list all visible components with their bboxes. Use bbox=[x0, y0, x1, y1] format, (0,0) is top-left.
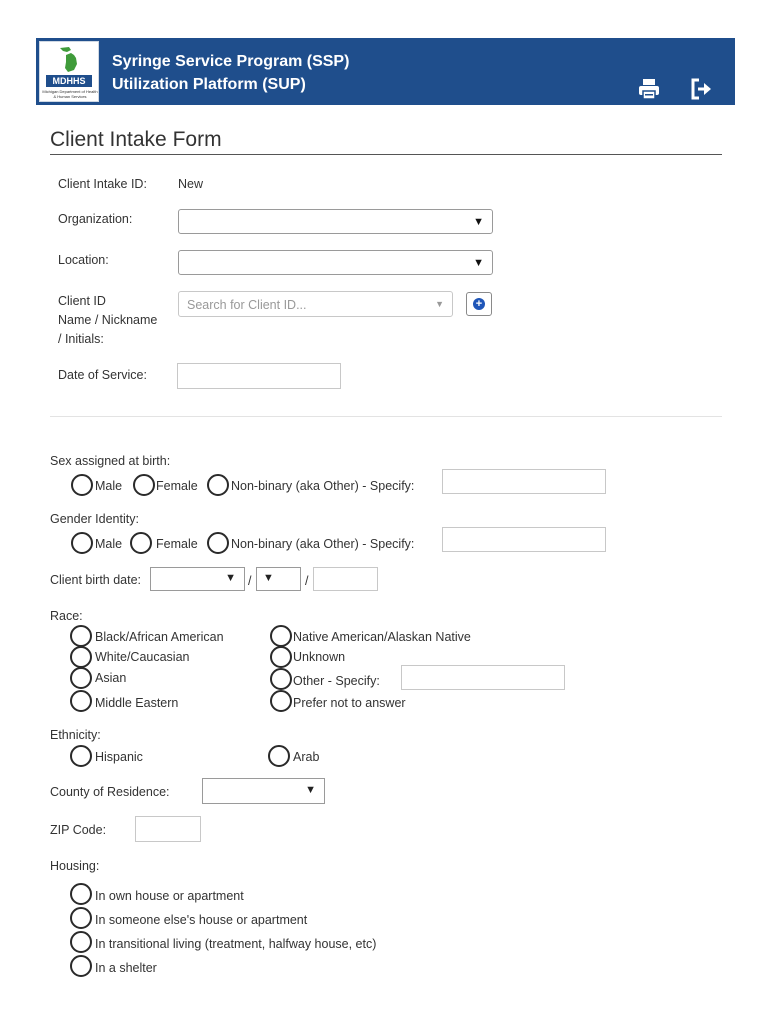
race-asian-radio[interactable] bbox=[70, 667, 92, 689]
sex-nonbinary-label: Non-binary (aka Other) - Specify: bbox=[231, 479, 415, 493]
birth-year-input[interactable] bbox=[313, 567, 378, 591]
chevron-down-icon: ▼ bbox=[305, 784, 316, 796]
sex-nonbinary-radio[interactable] bbox=[207, 474, 229, 496]
chevron-down-icon: ▼ bbox=[473, 215, 484, 228]
gender-nonbinary-label: Non-binary (aka Other) - Specify: bbox=[231, 537, 415, 551]
sign-out-icon[interactable] bbox=[689, 77, 713, 101]
race-unknown-label: Unknown bbox=[293, 650, 346, 664]
birth-month-select[interactable] bbox=[150, 567, 245, 591]
app-header bbox=[36, 38, 735, 105]
section-divider bbox=[50, 416, 722, 417]
housing-someone-label: In someone else's house or apartment bbox=[95, 913, 308, 927]
race-native-label: Native American/Alaskan Native bbox=[293, 630, 471, 644]
birth-date-label: Client birth date: bbox=[50, 573, 142, 587]
intake-id-value: New bbox=[178, 177, 204, 191]
app-title-line2: Utilization Platform (SUP) bbox=[112, 76, 306, 93]
ethnicity-label: Ethnicity: bbox=[50, 728, 101, 742]
housing-shelter-radio[interactable] bbox=[70, 955, 92, 977]
ethnicity-hispanic-radio[interactable] bbox=[70, 745, 92, 767]
county-label: County of Residence: bbox=[50, 785, 170, 799]
title-divider bbox=[50, 154, 722, 155]
sex-label: Sex assigned at birth: bbox=[50, 454, 171, 468]
date-separator: / bbox=[305, 574, 309, 588]
client-id-search[interactable] bbox=[178, 291, 453, 317]
ethnicity-arab-label: Arab bbox=[293, 750, 320, 764]
plus-icon: + bbox=[473, 298, 485, 310]
page-title: Client Intake Form bbox=[50, 128, 222, 151]
michigan-map-icon bbox=[57, 46, 83, 74]
client-id-label-line2: Name / Nickname bbox=[58, 313, 158, 327]
gender-male-label: Male bbox=[95, 537, 123, 551]
sex-specify-input[interactable] bbox=[442, 469, 606, 494]
chevron-down-icon: ▼ bbox=[263, 572, 274, 584]
housing-someone-radio[interactable] bbox=[70, 907, 92, 929]
housing-transitional-label: In transitional living (treatment, halfway house, etc) bbox=[95, 937, 377, 951]
housing-own-label: In own house or apartment bbox=[95, 889, 244, 903]
client-id-label bbox=[58, 292, 157, 349]
race-specify-input[interactable] bbox=[401, 665, 565, 690]
date-of-service-input[interactable] bbox=[177, 363, 341, 389]
race-white-radio[interactable] bbox=[70, 646, 92, 668]
logo-text: MDHHS bbox=[46, 75, 92, 87]
mdhhs-logo bbox=[39, 41, 99, 102]
gender-label: Gender Identity: bbox=[50, 512, 139, 526]
location-select[interactable] bbox=[178, 250, 493, 275]
client-id-label-line3: / Initials: bbox=[58, 332, 104, 346]
ethnicity-hispanic-label: Hispanic bbox=[95, 750, 143, 764]
race-middle-eastern-radio[interactable] bbox=[70, 690, 92, 712]
race-asian-label: Asian bbox=[95, 671, 127, 685]
date-of-service-label: Date of Service: bbox=[58, 368, 147, 382]
race-unknown-radio[interactable] bbox=[270, 646, 292, 668]
chevron-down-icon: ▼ bbox=[473, 256, 484, 269]
housing-transitional-radio[interactable] bbox=[70, 931, 92, 953]
birth-day-select[interactable] bbox=[256, 567, 301, 591]
race-other-radio[interactable] bbox=[270, 668, 292, 690]
sex-female-radio[interactable] bbox=[133, 474, 155, 496]
race-label: Race: bbox=[50, 609, 83, 623]
gender-specify-input[interactable] bbox=[442, 527, 606, 552]
gender-female-radio[interactable] bbox=[130, 532, 152, 554]
logo-subtext: Michigan Department of Health & Human Services bbox=[42, 89, 98, 99]
housing-shelter-label: In a shelter bbox=[95, 961, 157, 975]
ethnicity-arab-radio[interactable] bbox=[268, 745, 290, 767]
organization-select[interactable] bbox=[178, 209, 493, 234]
gender-nonbinary-radio[interactable] bbox=[207, 532, 229, 554]
intake-id-label: Client Intake ID: bbox=[58, 177, 147, 191]
housing-own-radio[interactable] bbox=[70, 883, 92, 905]
county-select[interactable] bbox=[202, 778, 325, 804]
client-id-placeholder: Search for Client ID... bbox=[187, 298, 307, 312]
app-title bbox=[112, 50, 349, 96]
sex-female-label: Female bbox=[156, 479, 198, 493]
zip-input[interactable] bbox=[135, 816, 201, 842]
zip-label: ZIP Code: bbox=[50, 823, 107, 837]
sex-male-label: Male bbox=[95, 479, 123, 493]
race-middle-eastern-label: Middle Eastern bbox=[95, 696, 179, 710]
app-title-line1: Syringe Service Program (SSP) bbox=[112, 53, 350, 70]
race-prefer-not-label: Prefer not to answer bbox=[293, 696, 406, 710]
race-black-label: Black/African American bbox=[95, 630, 224, 644]
gender-female-label: Female bbox=[156, 537, 198, 551]
add-client-button[interactable] bbox=[466, 292, 492, 316]
race-prefer-not-radio[interactable] bbox=[270, 690, 292, 712]
printer-icon[interactable] bbox=[637, 77, 661, 101]
race-black-radio[interactable] bbox=[70, 625, 92, 647]
organization-label: Organization: bbox=[58, 212, 133, 226]
housing-label: Housing: bbox=[50, 859, 100, 873]
race-native-radio[interactable] bbox=[270, 625, 292, 647]
chevron-down-icon: ▼ bbox=[435, 299, 444, 309]
gender-male-radio[interactable] bbox=[71, 532, 93, 554]
date-separator: / bbox=[248, 574, 252, 588]
client-id-label-line1: Client ID bbox=[58, 294, 106, 308]
race-other-label: Other - Specify: bbox=[293, 674, 380, 688]
location-label: Location: bbox=[58, 253, 109, 267]
sex-male-radio[interactable] bbox=[71, 474, 93, 496]
race-white-label: White/Caucasian bbox=[95, 650, 190, 664]
chevron-down-icon: ▼ bbox=[225, 572, 236, 584]
